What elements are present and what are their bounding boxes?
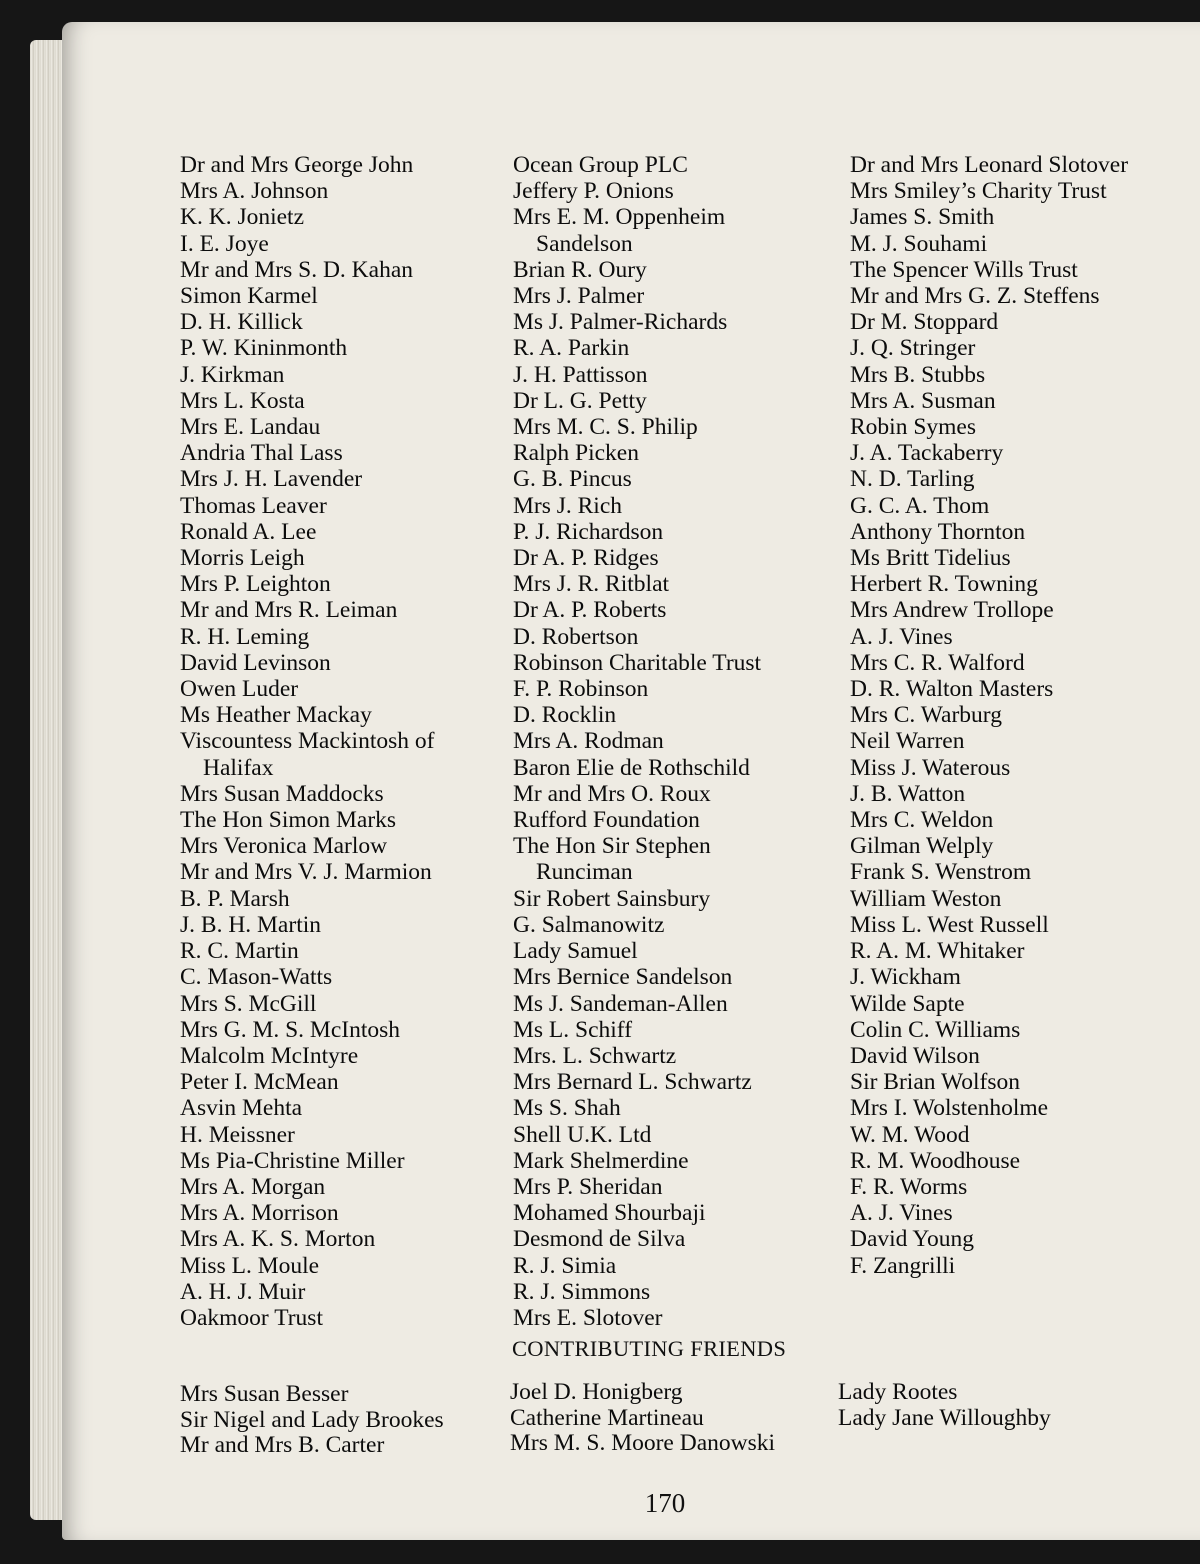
donor-name: R. J. Simia	[513, 1252, 617, 1279]
donor-entry	[513, 362, 761, 388]
donor-name: D. R. Walton Masters	[850, 676, 1054, 703]
donor-entry	[180, 650, 434, 676]
donor-entry	[180, 833, 434, 859]
donor-entry	[180, 676, 434, 702]
donor-name: Ms L. Schiff	[513, 1016, 633, 1043]
donor-entry	[513, 650, 761, 676]
donor-entry	[180, 309, 434, 335]
donor-entry	[513, 1305, 761, 1331]
donor-column-3	[850, 152, 1128, 1279]
donor-entry	[850, 283, 1128, 309]
donor-entry	[513, 493, 761, 519]
donor-name: Rufford Foundation	[513, 807, 700, 834]
donor-name: Mrs J. H. Lavender	[180, 466, 363, 493]
donor-entry	[180, 781, 434, 807]
donor-name: Mrs I. Wolstenholme	[850, 1095, 1049, 1122]
donor-name: D. H. Killick	[180, 309, 303, 336]
donor-entry	[850, 702, 1128, 728]
donor-entry	[850, 624, 1128, 650]
friends-column-3	[838, 1380, 1051, 1431]
donor-name: Mr and Mrs G. Z. Steffens	[850, 283, 1100, 310]
donor-entry	[850, 676, 1128, 702]
donor-name: Mrs A. K. S. Morton	[180, 1226, 376, 1253]
donor-entry	[180, 1174, 434, 1200]
donor-name: Miss J. Waterous	[850, 754, 1011, 781]
donor-entry	[850, 440, 1128, 466]
donor-entry	[180, 1043, 434, 1069]
donor-name: N. D. Tarling	[850, 466, 975, 493]
donor-name: Mohamed Shourbaji	[513, 1200, 706, 1227]
donor-name: Malcolm McIntyre	[180, 1042, 359, 1069]
donor-entry	[513, 991, 761, 1017]
donor-entry	[850, 545, 1128, 571]
donor-name: Morris Leigh	[180, 545, 305, 572]
donor-entry	[180, 624, 434, 650]
donor-name: Mrs J. Rich	[513, 492, 623, 519]
donor-name: J. Kirkman	[180, 361, 285, 388]
donor-name: Mrs P. Leighton	[180, 571, 331, 598]
donor-name: Baron Elie de Rothschild	[513, 754, 750, 781]
donor-entry	[180, 414, 434, 440]
donor-name: A. J. Vines	[850, 623, 953, 650]
friend-entry: Lady Jane Willoughby	[838, 1404, 1051, 1431]
donor-name: J. B. H. Martin	[180, 911, 321, 938]
donor-entry	[850, 964, 1128, 990]
donor-name: W. M. Wood	[850, 1121, 970, 1148]
donor-entry	[180, 1226, 434, 1252]
donor-entry	[850, 781, 1128, 807]
donor-entry	[850, 1174, 1128, 1200]
donor-entry	[513, 1226, 761, 1252]
donor-entry	[180, 545, 434, 571]
donor-entry	[513, 440, 761, 466]
donor-entry	[850, 571, 1128, 597]
donor-name: Mrs A. Morgan	[180, 1173, 326, 1200]
donor-entry	[513, 938, 761, 964]
donor-name: Mrs A. Johnson	[180, 178, 329, 205]
donor-entry	[513, 781, 761, 807]
donor-name: Ms Britt Tidelius	[850, 545, 1011, 572]
donor-entry	[850, 807, 1128, 833]
donor-name: Mrs Bernice Sandelson	[513, 964, 733, 991]
donor-entry	[513, 545, 761, 571]
donor-entry	[850, 1148, 1128, 1174]
donor-name: D. Rocklin	[513, 702, 617, 729]
donor-name: R. H. Leming	[180, 623, 310, 650]
donor-name: Sir Brian Wolfson	[850, 1069, 1021, 1096]
donor-entry	[850, 1200, 1128, 1226]
donor-name: Mrs P. Sheridan	[513, 1173, 663, 1200]
donor-name: Miss L. West Russell	[850, 911, 1049, 938]
donor-entry	[513, 283, 761, 309]
donor-name: F. Zangrilli	[850, 1252, 956, 1279]
donor-name: C. Mason-Watts	[180, 964, 333, 991]
donor-entry	[180, 178, 434, 204]
donor-name: R. M. Woodhouse	[850, 1147, 1021, 1174]
donor-entry	[180, 964, 434, 990]
donor-entry	[513, 309, 761, 335]
donor-name: Mrs J. R. Ritblat	[513, 571, 670, 598]
donor-name: Mrs E. M. Oppenheim	[513, 204, 726, 231]
donor-name: Herbert R. Towning	[850, 571, 1038, 598]
donor-name: Brian R. Oury	[513, 256, 647, 283]
donor-column-2	[513, 152, 761, 1331]
donor-name: Mrs Smiley’s Charity Trust	[850, 178, 1107, 205]
donor-name: Asvin Mehta	[180, 1095, 303, 1122]
donor-entry	[513, 204, 761, 256]
donor-entry	[850, 650, 1128, 676]
donor-entry	[513, 755, 761, 781]
donor-entry	[180, 1148, 434, 1174]
donor-entry	[850, 1226, 1128, 1252]
donor-entry	[180, 912, 434, 938]
donor-entry	[850, 1017, 1128, 1043]
donor-name: Mr and Mrs O. Roux	[513, 780, 711, 807]
donor-name: The Spencer Wills Trust	[850, 256, 1078, 283]
donor-entry	[513, 414, 761, 440]
donor-name: Oakmoor Trust	[180, 1304, 323, 1331]
donor-entry	[180, 362, 434, 388]
donor-name: Ocean Group PLC	[513, 152, 688, 178]
donor-entry	[850, 1095, 1128, 1121]
donor-name: Dr and Mrs Leonard Slotover	[850, 152, 1129, 178]
donor-entry	[850, 1043, 1128, 1069]
donor-entry	[513, 807, 761, 833]
donor-name: Wilde Sapte	[850, 990, 965, 1017]
friend-entry: Lady Rootes	[838, 1379, 958, 1405]
donor-entry	[850, 414, 1128, 440]
donor-entry	[850, 1253, 1128, 1279]
donor-name: Mrs J. Palmer	[513, 283, 645, 310]
donor-entry	[850, 886, 1128, 912]
donor-name: Mrs G. M. S. McIntosh	[180, 1016, 401, 1043]
donor-entry	[513, 624, 761, 650]
donor-name: Mr and Mrs R. Leiman	[180, 597, 398, 624]
donor-name: Mrs M. C. S. Philip	[513, 414, 698, 441]
donor-entry	[513, 178, 761, 204]
friend-entry: Mrs Susan Besser	[180, 1381, 349, 1407]
friends-column-2	[510, 1380, 775, 1457]
friends-column-1	[180, 1382, 444, 1459]
donor-entry	[513, 676, 761, 702]
donor-name: Ms Heather Mackay	[180, 702, 372, 729]
donor-name: F. R. Worms	[850, 1173, 968, 1200]
donor-entry	[180, 571, 434, 597]
donor-column-1	[180, 152, 434, 1331]
friend-entry: Mrs M. S. Moore Danowski	[510, 1430, 776, 1456]
donor-entry	[180, 388, 434, 414]
donor-name: R. A. M. Whitaker	[850, 938, 1025, 965]
donor-entry	[180, 519, 434, 545]
donor-name: Mr and Mrs S. D. Kahan	[180, 256, 414, 283]
donor-name: Owen Luder	[180, 676, 299, 703]
donor-entry	[513, 1279, 761, 1305]
donor-entry	[180, 335, 434, 361]
donor-name: J. A. Tackaberry	[850, 440, 1004, 467]
donor-entry	[850, 178, 1128, 204]
donor-name: F. P. Robinson	[513, 676, 649, 703]
donor-name: A. H. J. Muir	[180, 1278, 306, 1305]
donor-name: R. C. Martin	[180, 938, 299, 965]
donor-entry	[513, 597, 761, 623]
donor-name: David Young	[850, 1226, 975, 1253]
donor-name: Ms Pia-Christine Miller	[180, 1147, 405, 1174]
donor-entry	[850, 912, 1128, 938]
donor-name: Mrs A. Rodman	[513, 728, 664, 755]
donor-name: Miss L. Moule	[180, 1252, 320, 1279]
donor-name: Mrs Veronica Marlow	[180, 833, 388, 860]
donor-name: Mrs S. McGill	[180, 990, 317, 1017]
donor-name-continuation: Runciman	[536, 859, 633, 886]
donor-name: R. J. Simmons	[513, 1278, 651, 1305]
donor-name: Frank S. Wenstrom	[850, 859, 1032, 886]
donor-name: Dr A. P. Ridges	[513, 545, 659, 572]
donor-entry	[850, 204, 1128, 230]
donor-entry	[513, 964, 761, 990]
donor-name: David Levinson	[180, 649, 331, 676]
donor-entry	[180, 938, 434, 964]
donor-name: Mrs A. Susman	[850, 387, 996, 414]
donor-name: Mrs L. Kosta	[180, 387, 305, 414]
donor-name: G. Salmanowitz	[513, 911, 665, 938]
donor-entry	[513, 833, 761, 885]
donor-entry	[850, 231, 1128, 257]
donor-name: Dr and Mrs George John	[180, 152, 414, 178]
donor-entry	[850, 257, 1128, 283]
donor-name: Mrs C. Warburg	[850, 702, 1002, 729]
donor-name: Mrs E. Slotover	[513, 1304, 663, 1331]
donor-entry	[180, 728, 434, 780]
donor-name: The Hon Simon Marks	[180, 807, 397, 834]
donor-entry	[180, 440, 434, 466]
donor-entry	[850, 859, 1128, 885]
donor-entry	[180, 807, 434, 833]
donor-name: K. K. Jonietz	[180, 204, 305, 231]
donor-entry	[513, 1069, 761, 1095]
donor-name: Robinson Charitable Trust	[513, 649, 762, 676]
donor-name: H. Meissner	[180, 1121, 295, 1148]
donor-name: Shell U.K. Ltd	[513, 1121, 652, 1148]
friend-entry: Catherine Martineau	[510, 1404, 704, 1431]
donor-entry	[180, 1122, 434, 1148]
donor-entry	[513, 1253, 761, 1279]
donor-entry	[850, 309, 1128, 335]
donor-name: Andria Thal Lass	[180, 440, 343, 467]
donor-entry	[180, 257, 434, 283]
donor-name: Mrs B. Stubbs	[850, 361, 986, 388]
donor-name: Neil Warren	[850, 728, 965, 755]
donor-name-continuation: Halifax	[203, 754, 274, 781]
donor-name: The Hon Sir Stephen	[513, 833, 711, 860]
donor-entry	[180, 1279, 434, 1305]
donor-name: J. Wickham	[850, 964, 961, 991]
donor-entry	[513, 886, 761, 912]
donor-name: Dr M. Stoppard	[850, 309, 999, 336]
donor-name: Robin Symes	[850, 414, 977, 441]
donor-entry	[850, 466, 1128, 492]
donor-name: G. B. Pincus	[513, 466, 632, 493]
donor-entry	[850, 755, 1128, 781]
donor-entry	[180, 152, 434, 178]
donor-entry	[180, 1069, 434, 1095]
donor-name: William Weston	[850, 885, 1002, 912]
donor-name: James S. Smith	[850, 204, 995, 231]
donor-entry	[180, 466, 434, 492]
donor-entry	[180, 204, 434, 230]
donor-name: Mrs Susan Maddocks	[180, 780, 384, 807]
donor-entry	[513, 571, 761, 597]
donor-entry	[180, 493, 434, 519]
donor-name: Peter I. McMean	[180, 1069, 339, 1096]
donor-name: Thomas Leaver	[180, 492, 327, 519]
donor-name: Mrs Andrew Trollope	[850, 597, 1054, 624]
donor-name: Anthony Thornton	[850, 518, 1026, 545]
donor-name: Ms J. Palmer-Richards	[513, 309, 728, 336]
donor-name: J. Q. Stringer	[850, 335, 976, 362]
donor-name: P. J. Richardson	[513, 518, 664, 545]
donor-name: David Wilson	[850, 1042, 980, 1069]
friend-entry: Sir Nigel and Lady Brookes	[180, 1406, 444, 1433]
donor-entry	[850, 833, 1128, 859]
donor-entry	[180, 1253, 434, 1279]
donor-name: Mr and Mrs V. J. Marmion	[180, 859, 432, 886]
donor-entry	[180, 991, 434, 1017]
donor-name: Ms S. Shah	[513, 1095, 621, 1122]
donor-name: Sir Robert Sainsbury	[513, 885, 711, 912]
donor-name: Ralph Picken	[513, 440, 639, 467]
donor-entry	[850, 728, 1128, 754]
donor-entry	[513, 1174, 761, 1200]
donor-entry	[513, 335, 761, 361]
donor-name: D. Robertson	[513, 623, 639, 650]
donor-entry	[513, 519, 761, 545]
donor-entry	[180, 1200, 434, 1226]
donor-entry	[850, 1069, 1128, 1095]
donor-entry	[180, 1305, 434, 1331]
donor-entry	[513, 728, 761, 754]
donor-entry	[180, 597, 434, 623]
donor-name: Ms J. Sandeman-Allen	[513, 990, 728, 1017]
donor-entry	[180, 231, 434, 257]
donor-entry	[850, 335, 1128, 361]
donor-entry	[513, 1095, 761, 1121]
friend-entry: Joel D. Honigberg	[510, 1379, 683, 1405]
donor-entry	[513, 1017, 761, 1043]
donor-name: Mrs A. Morrison	[180, 1200, 339, 1227]
donor-name: Mrs C. Weldon	[850, 807, 994, 834]
donor-name: Ronald A. Lee	[180, 518, 317, 545]
donor-name: Dr A. P. Roberts	[513, 597, 667, 624]
donor-entry	[850, 388, 1128, 414]
donor-entry	[513, 466, 761, 492]
donor-name: Colin C. Williams	[850, 1016, 1021, 1043]
donor-entry	[180, 702, 434, 728]
donor-name: Mrs C. R. Walford	[850, 649, 1025, 676]
donor-entry	[180, 886, 434, 912]
donor-entry	[180, 1095, 434, 1121]
donor-entry	[513, 1122, 761, 1148]
donor-name: A. J. Vines	[850, 1200, 953, 1227]
donor-name: J. H. Pattisson	[513, 361, 648, 388]
donor-entry	[513, 1148, 761, 1174]
donor-name: Desmond de Silva	[513, 1226, 686, 1253]
donor-entry	[180, 283, 434, 309]
donor-entry	[513, 1200, 761, 1226]
donor-entry	[513, 257, 761, 283]
donor-name: I. E. Joye	[180, 230, 269, 257]
donor-name: J. B. Watton	[850, 780, 966, 807]
friend-entry: Mr and Mrs B. Carter	[180, 1432, 385, 1458]
donor-entry	[513, 152, 761, 178]
donor-name: Simon Karmel	[180, 283, 318, 310]
donor-name: Viscountess Mackintosh of	[180, 728, 435, 755]
donor-entry	[180, 859, 434, 885]
donor-entry	[850, 519, 1128, 545]
donor-entry	[513, 702, 761, 728]
donor-name-continuation: Sandelson	[536, 230, 633, 257]
donor-name: Mark Shelmerdine	[513, 1147, 689, 1174]
donor-entry	[850, 938, 1128, 964]
donor-name: Gilman Welply	[850, 833, 994, 860]
donor-entry	[513, 1043, 761, 1069]
donor-entry	[513, 912, 761, 938]
donor-entry	[850, 493, 1128, 519]
donor-entry	[850, 1122, 1128, 1148]
page-number: 170	[644, 1488, 686, 1518]
donor-name: B. P. Marsh	[180, 885, 290, 912]
donor-name: M. J. Souhami	[850, 230, 988, 257]
donor-entry	[180, 1017, 434, 1043]
donor-entry	[850, 991, 1128, 1017]
donor-name: Dr L. G. Petty	[513, 387, 647, 414]
donor-name: Jeffery P. Onions	[513, 178, 674, 205]
section-heading-contributing-friends: CONTRIBUTING FRIENDS	[512, 1336, 787, 1361]
donor-name: Lady Samuel	[513, 938, 638, 965]
donor-name: G. C. A. Thom	[850, 492, 990, 519]
donor-entry	[850, 152, 1128, 178]
donor-name: Mrs. L. Schwartz	[513, 1042, 677, 1069]
donor-entry	[850, 362, 1128, 388]
donor-name: Mrs E. Landau	[180, 414, 321, 441]
donor-entry	[850, 597, 1128, 623]
donor-name: P. W. Kininmonth	[180, 335, 348, 362]
donor-name: Mrs Bernard L. Schwartz	[513, 1069, 752, 1096]
donor-entry	[513, 388, 761, 414]
donor-name: R. A. Parkin	[513, 335, 630, 362]
